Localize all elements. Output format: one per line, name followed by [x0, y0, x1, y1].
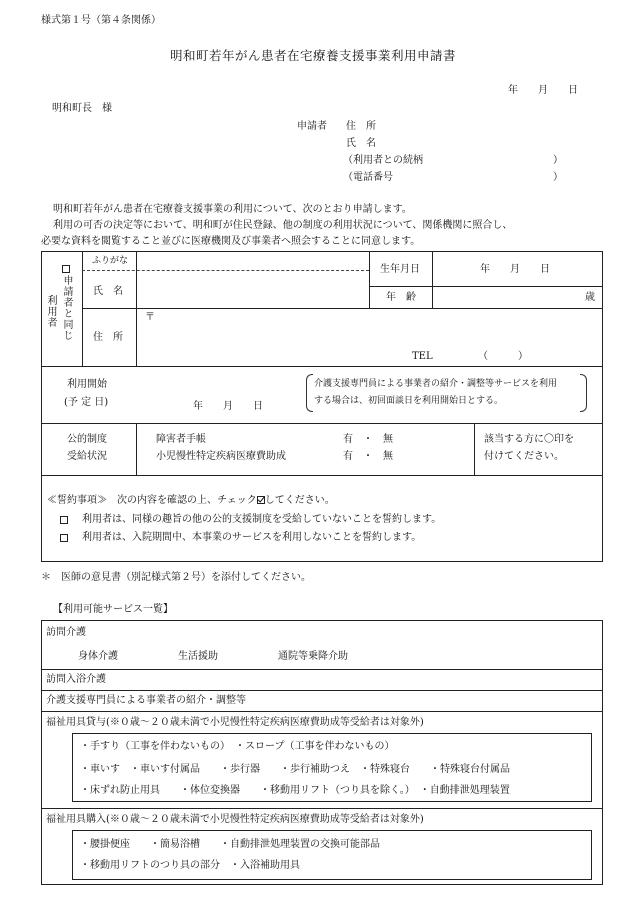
applicant-label: 申請者 — [297, 121, 327, 132]
visit-care-item: 生活援助 — [178, 651, 218, 662]
public-label-1: 公的制度 — [67, 434, 107, 445]
birthdate-value: 年 月 日 — [480, 264, 550, 275]
user-address-label: 住 所 — [93, 332, 123, 343]
same-as-applicant-checkbox[interactable] — [62, 264, 70, 275]
public-note-2: 付けてください。 — [484, 451, 564, 462]
rental-line: ・車いす ・車いす付属品 ・歩行器 ・歩行補助つえ ・特殊寝台 ・特殊寝台付属品 — [80, 764, 510, 775]
purchase-line: ・移動用リフトのつり具の部分 ・入浴補助用具 — [80, 860, 300, 871]
addressee: 明和町長 様 — [52, 103, 112, 114]
pledge-heading: ≪誓約事項≫ 次の内容を確認の上、チェック してください。 — [47, 495, 335, 506]
rental-line: ・床ずれ防止用具 ・体位変換器 ・移動用リフト（つり具を除く。） ・自動排泄処理装置 — [80, 785, 510, 796]
intro-line-2: 利用の可否の決定等において、明和町が住民登録、他の制度の利用状況について、関係機関に照合し、 — [53, 220, 513, 231]
phone-close-paren: ） — [553, 172, 563, 183]
checked-box-icon — [257, 496, 265, 504]
public-note-1: 該当する方に〇印を — [484, 434, 574, 445]
date-line: 年 月 日 — [508, 85, 578, 96]
visit-care-heading: 訪問介護 — [46, 627, 86, 638]
start-label-1: 利用開始 — [67, 379, 107, 390]
user-name-label: 氏 名 — [93, 286, 123, 297]
pledge-checkbox[interactable] — [60, 515, 68, 526]
public-item-choice[interactable]: 有 ・ 無 — [343, 451, 393, 462]
birthdate-label: 生年月日 — [380, 264, 420, 275]
pledge-item: 利用者は、同様の趣旨の他の公的支援制度を受給していないことを誓約します。 — [82, 514, 442, 525]
form-number: 様式第１号（第４条関係） — [41, 15, 161, 26]
visit-care-item: 通院等乗降介助 — [278, 651, 348, 662]
applicant-name-label: 氏 名 — [346, 138, 376, 149]
postal-mark: 〒 — [145, 312, 155, 323]
start-note-2: する場合は、初回面談日を利用開始日とする。 — [314, 396, 504, 406]
start-note-1: 介護支援専門員による事業者の紹介・調整等サービスを利用 — [314, 379, 558, 389]
purchase-heading: 福祉用具購入(※０歳～２０歳未満で小児慢性特定疾病医療費助成等受給者は対象外) — [46, 814, 424, 825]
furigana-label: ふりがな — [92, 256, 129, 266]
visit-care-item: 身体介護 — [78, 651, 118, 662]
public-item-choice[interactable]: 有 ・ 無 — [343, 434, 393, 445]
start-label-2: (予 定 日) — [64, 397, 109, 408]
public-item-name: 小児慢性特定疾病医療費助成 — [156, 451, 286, 462]
rental-line: ・手すり（工事を伴わないもの） ・スロープ（工事を伴わないもの） — [80, 741, 395, 752]
rental-heading: 福祉用具貸与(※０歳～２０歳未満で小児慢性特定疾病医療費助成等受給者は対象外) — [46, 717, 424, 728]
tel-label: TEL — [412, 351, 433, 362]
attachment-note: ＊ 医師の意見書（別記様式第２号）を添付してください。 — [41, 572, 311, 583]
age-unit: 歳 — [585, 292, 595, 303]
applicant-relation-label: （利用者との続柄 — [343, 155, 423, 166]
tel-parens: （ ） — [478, 351, 528, 362]
user-label: 利用者 — [45, 295, 56, 328]
intro-line-3: 必要な資料を閲覧すること並びに医療機関及び事業者へ照会することに同意します。 — [41, 236, 421, 247]
pledge-checkbox[interactable] — [60, 533, 68, 544]
page-title: 明和町若年がん患者在宅療養支援事業利用申請書 — [170, 48, 457, 63]
age-label: 年 齢 — [386, 292, 416, 303]
start-date: 年 月 日 — [193, 401, 263, 412]
relation-close-paren: ） — [553, 155, 563, 166]
applicant-phone-label: （電話番号 — [343, 172, 393, 183]
intro-line-1: 明和町若年がん患者在宅療養支援事業の利用について、次のとおり申請します。 — [53, 204, 412, 215]
public-item-name: 障害者手帳 — [156, 434, 206, 445]
same-as-applicant-label: 申請者と同じ — [61, 275, 72, 341]
visit-bath-heading: 訪問入浴介護 — [46, 674, 106, 685]
pledge-item: 利用者は、入院期間中、本事業のサービスを利用しないことを誓約します。 — [82, 532, 422, 543]
purchase-items-box — [72, 830, 592, 880]
services-heading: 【利用可能サービス一覧】 — [53, 604, 173, 615]
purchase-line: ・腰掛便座 ・簡易浴槽 ・自動排泄処理装置の交換可能部品 — [80, 839, 380, 850]
public-label-2: 受給状況 — [67, 451, 107, 462]
applicant-address-label: 住 所 — [346, 121, 376, 132]
care-manager-heading: 介護支援専門員による事業者の紹介・調整等 — [46, 695, 246, 706]
